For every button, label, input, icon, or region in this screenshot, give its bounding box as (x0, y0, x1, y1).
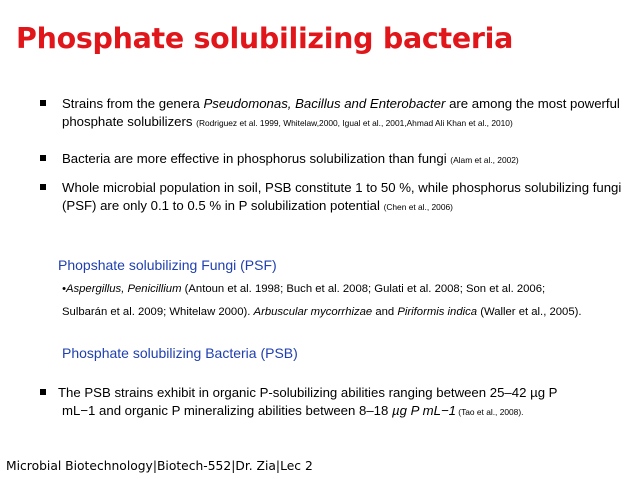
fungi-name: Arbuscular mycorrhizae (253, 306, 373, 318)
square-bullet-icon (40, 155, 46, 161)
fungi-name: Piriformis indica (397, 306, 478, 318)
genera-names: Pseudomonas, Bacillus and Enterobacter (203, 96, 446, 111)
psf-text-part: and (372, 306, 398, 318)
psb-heading: Phosphate solubilizing Bacteria (PSB) (62, 345, 298, 361)
citation: (Alam et al., 2002) (450, 155, 519, 165)
bullet-item (40, 95, 630, 135)
citation: (Tao et al., 2008). (455, 407, 524, 417)
psf-line-1 (62, 283, 545, 295)
bullet-text-part: Bacteria are more effective in phosphorus solubilization than fungi (62, 151, 451, 166)
psf-line-2 (62, 306, 582, 318)
bullet-item (40, 150, 630, 170)
bullet-text (62, 179, 630, 216)
citation: (Chen et al., 2006) (383, 202, 453, 212)
square-bullet-icon (40, 184, 46, 190)
psf-citations: (Antoun et al. 1998; Buch et al. 2008; Gulati et al. 2008; Son et al. 2006; (181, 283, 546, 295)
bullet-item (40, 384, 630, 424)
psf-text-part: (Waller et al., 2005). (477, 306, 582, 318)
psf-text-part: Sulbarán et al. 2009; Whitelaw 2000). (62, 306, 254, 318)
psb-text-part: mL−1 and organic P mineralizing abilities between 8–18 (62, 403, 393, 418)
bullet-text-part: Strains from the genera (62, 96, 204, 111)
bullet-item (40, 179, 630, 219)
fungi-genera: •Aspergillus, Penicillium (62, 283, 182, 295)
psf-heading: Phopshate solubilizing Fungi (PSF) (58, 257, 277, 273)
slide-title: Phosphate solubilizing bacteria (16, 22, 514, 55)
bullet-text (62, 150, 630, 169)
psb-line-1: The PSB strains exhibit in organic P-solubilizing abilities ranging between 25–42 µg P (58, 385, 558, 400)
bullet-text-part: are among the most powerful phosphate solubilizers (62, 96, 620, 129)
psb-line-2 (58, 402, 630, 421)
bullet-text (62, 95, 630, 132)
bullet-text-part: Whole microbial population in soil, PSB constitute 1 to 50 %, while phosphorus solubilizing fungi (PSF) are only 0.1 to 0.5 % in P solubilization potential (62, 180, 622, 213)
slide-footer: Microbial Biotechnology|Biotech-552|Dr. Zia|Lec 2 (6, 459, 313, 473)
square-bullet-icon (40, 100, 46, 106)
psb-unit: µg P mL−1 (392, 403, 456, 418)
citation: (Rodriguez et al. 1999, Whitelaw,2000, Igual et al., 2001,Ahmad Ali Khan et al., 2010) (196, 118, 513, 128)
bullet-text (58, 384, 630, 421)
square-bullet-icon (40, 389, 46, 395)
